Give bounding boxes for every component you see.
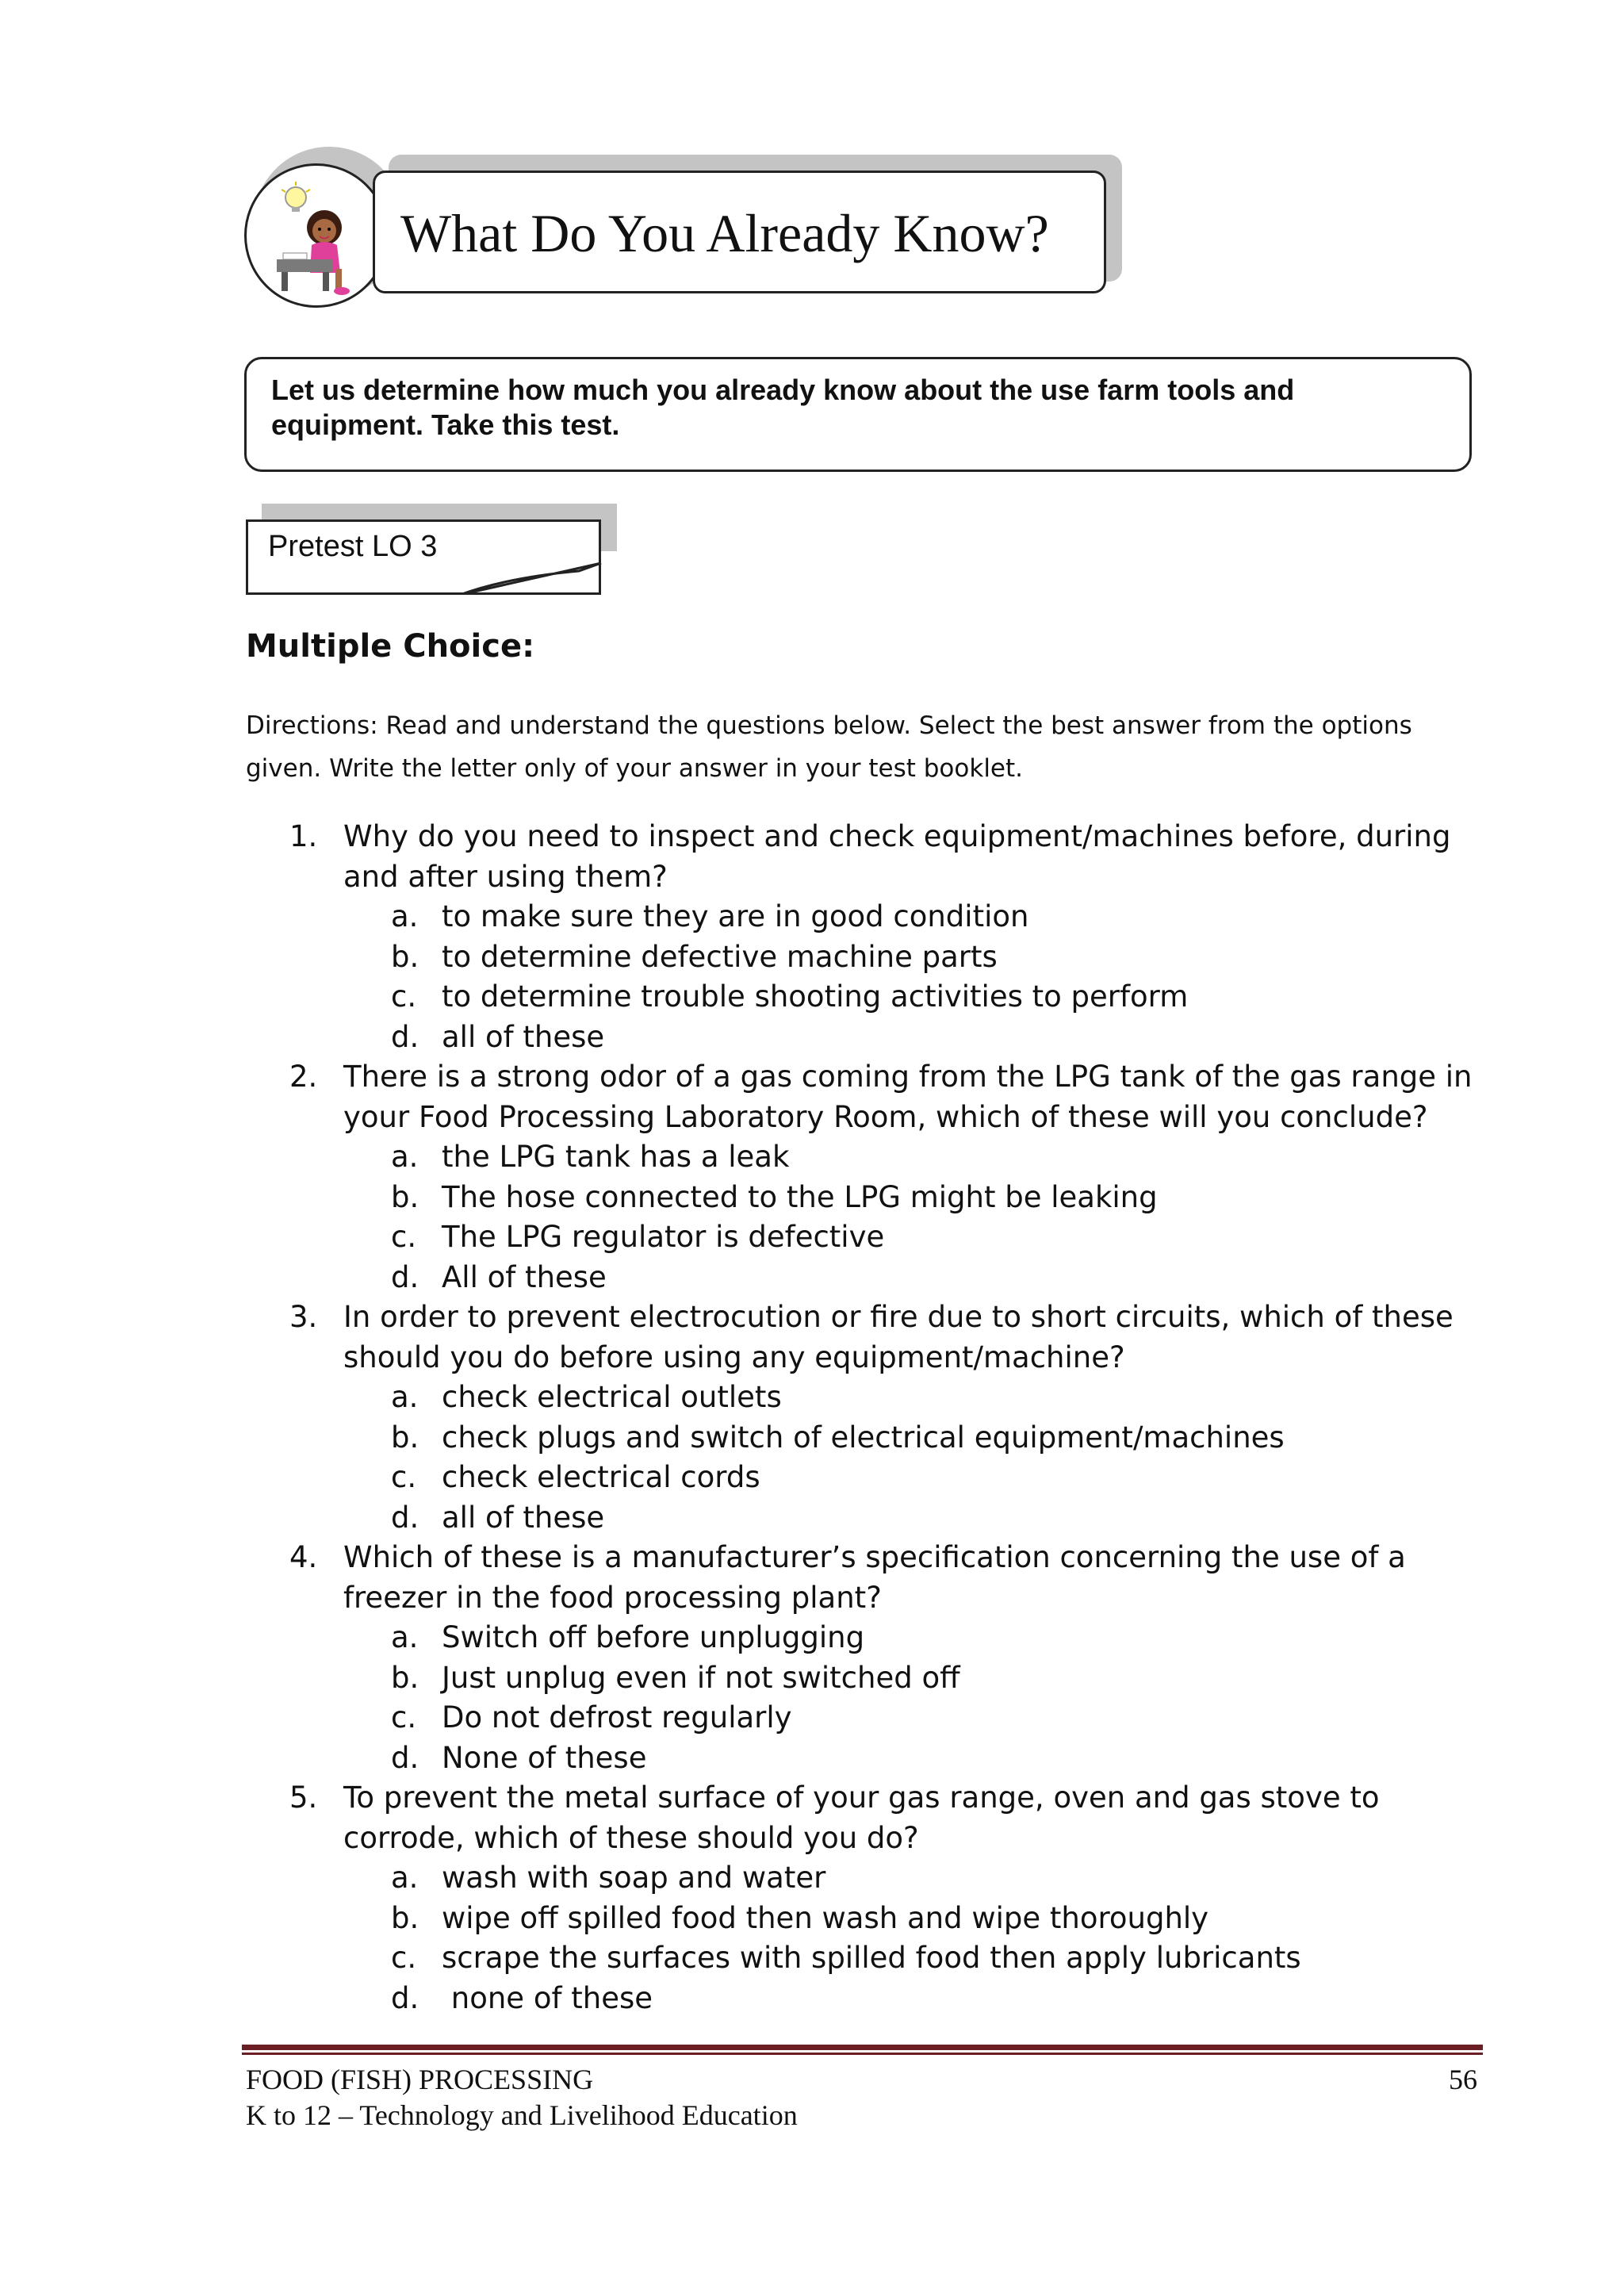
pretest-label: Pretest LO 3 bbox=[268, 530, 438, 563]
question-item bbox=[289, 1538, 1495, 1618]
option-letter: a. bbox=[391, 1380, 419, 1414]
question-number: 3. bbox=[289, 1300, 318, 1334]
answer-option bbox=[289, 1418, 1495, 1458]
answer-option bbox=[289, 1178, 1495, 1218]
answer-option bbox=[289, 1018, 1495, 1058]
option-text: Switch off before unplugging bbox=[442, 1620, 865, 1654]
footer-program: K to 12 – Technology and Livelihood Education bbox=[246, 2099, 798, 2131]
answer-option bbox=[289, 1738, 1495, 1779]
option-text: all of these bbox=[442, 1019, 605, 1054]
question-number: 2. bbox=[289, 1060, 318, 1094]
option-letter: b. bbox=[391, 939, 419, 974]
footer-rule bbox=[242, 2053, 1483, 2055]
page-curl-icon bbox=[460, 562, 603, 597]
option-letter: a. bbox=[391, 1861, 419, 1895]
footer-text bbox=[246, 2062, 798, 2133]
question-number: 1. bbox=[289, 819, 318, 853]
question-item bbox=[289, 817, 1495, 897]
option-letter: d. bbox=[391, 1980, 419, 2015]
answer-option bbox=[289, 1137, 1495, 1178]
answer-option bbox=[289, 897, 1495, 937]
option-letter: d. bbox=[391, 1259, 419, 1294]
directions bbox=[246, 704, 1483, 790]
answer-option bbox=[289, 1498, 1495, 1539]
option-text: The LPG regulator is defective bbox=[442, 1220, 885, 1254]
answer-option bbox=[289, 977, 1495, 1018]
option-letter: a. bbox=[391, 1140, 419, 1174]
option-text: to determine trouble shooting activities to perform bbox=[442, 979, 1189, 1014]
question-text: Why do you need to inspect and check equipment/machines before, during and after using them? bbox=[343, 819, 1451, 894]
option-text: the LPG tank has a leak bbox=[442, 1140, 790, 1174]
option-text: Just unplug even if not switched off bbox=[442, 1660, 960, 1695]
question-list bbox=[289, 817, 1495, 2018]
answer-option bbox=[289, 1938, 1495, 1979]
option-text: to determine defective machine parts bbox=[442, 939, 998, 974]
option-text: check electrical outlets bbox=[442, 1380, 782, 1414]
option-letter: b. bbox=[391, 1900, 419, 1935]
intro-text: Let us determine how much you already know about the use farm tools and equipment. Take this test. bbox=[271, 374, 1295, 441]
page-title: What Do You Already Know? bbox=[400, 203, 1049, 263]
answer-option bbox=[289, 1378, 1495, 1418]
section-heading: Multiple Choice: bbox=[246, 628, 535, 665]
option-letter: d. bbox=[391, 1740, 419, 1775]
option-text: None of these bbox=[442, 1740, 647, 1775]
question-item bbox=[289, 1778, 1495, 1858]
option-text: to make sure they are in good condition bbox=[442, 899, 1029, 933]
option-text: wash with soap and water bbox=[442, 1861, 826, 1895]
option-letter: b. bbox=[391, 1179, 419, 1214]
option-text: check plugs and switch of electrical equipment/machines bbox=[442, 1420, 1285, 1455]
option-text: none of these bbox=[442, 1980, 653, 2015]
footer-subject: FOOD (FISH) PROCESSING bbox=[246, 2064, 594, 2095]
answer-option bbox=[289, 1658, 1495, 1699]
option-text: The hose connected to the LPG might be leaking bbox=[442, 1179, 1158, 1214]
answer-option bbox=[289, 1458, 1495, 1498]
option-letter: b. bbox=[391, 1660, 419, 1695]
question-text: To prevent the metal surface of your gas range, oven and gas stove to corrode, which of these should you do? bbox=[343, 1780, 1380, 1855]
option-letter: c. bbox=[391, 1460, 417, 1494]
answer-option bbox=[289, 1618, 1495, 1658]
option-letter: c. bbox=[391, 1220, 417, 1254]
option-letter: c. bbox=[391, 1700, 417, 1734]
student-mascot-icon bbox=[244, 163, 389, 308]
question-text: Which of these is a manufacturer’s specification concerning the use of a freezer in the food processing plant? bbox=[343, 1540, 1406, 1615]
answer-option bbox=[289, 1979, 1495, 2019]
answer-option bbox=[289, 1258, 1495, 1298]
directions-line: Directions: Read and understand the questions below. Select the best answer from the options bbox=[246, 711, 1412, 740]
question-text: In order to prevent electrocution or fire due to short circuits, which of these should you do before using any equipment/machine? bbox=[343, 1300, 1454, 1374]
option-text: all of these bbox=[442, 1500, 605, 1535]
option-letter: a. bbox=[391, 899, 419, 933]
option-text: All of these bbox=[442, 1259, 607, 1294]
option-letter: a. bbox=[391, 1620, 419, 1654]
option-letter: d. bbox=[391, 1500, 419, 1535]
option-text: scrape the surfaces with spilled food then apply lubricants bbox=[442, 1941, 1301, 1975]
question-text: There is a strong odor of a gas coming from the LPG tank of the gas range in your Food Processing Laboratory Room, which of these will you conclude? bbox=[343, 1060, 1473, 1134]
option-text: wipe off spilled food then wash and wipe thoroughly bbox=[442, 1900, 1209, 1935]
option-letter: c. bbox=[391, 1941, 417, 1975]
answer-option bbox=[289, 1858, 1495, 1899]
answer-option bbox=[289, 1899, 1495, 1939]
option-letter: c. bbox=[391, 979, 417, 1014]
question-number: 5. bbox=[289, 1780, 318, 1815]
question-number: 4. bbox=[289, 1540, 318, 1574]
question-item bbox=[289, 1297, 1495, 1378]
option-letter: d. bbox=[391, 1019, 419, 1054]
footer-rule bbox=[242, 2045, 1483, 2050]
question-item bbox=[289, 1057, 1495, 1137]
answer-option bbox=[289, 937, 1495, 978]
directions-line: given. Write the letter only of your answer in your test booklet. bbox=[246, 754, 1024, 783]
option-text: check electrical cords bbox=[442, 1460, 760, 1494]
page-number: 56 bbox=[1449, 2064, 1477, 2095]
answer-option bbox=[289, 1217, 1495, 1258]
option-text: Do not defrost regularly bbox=[442, 1700, 792, 1734]
option-letter: b. bbox=[391, 1420, 419, 1455]
answer-option bbox=[289, 1698, 1495, 1738]
